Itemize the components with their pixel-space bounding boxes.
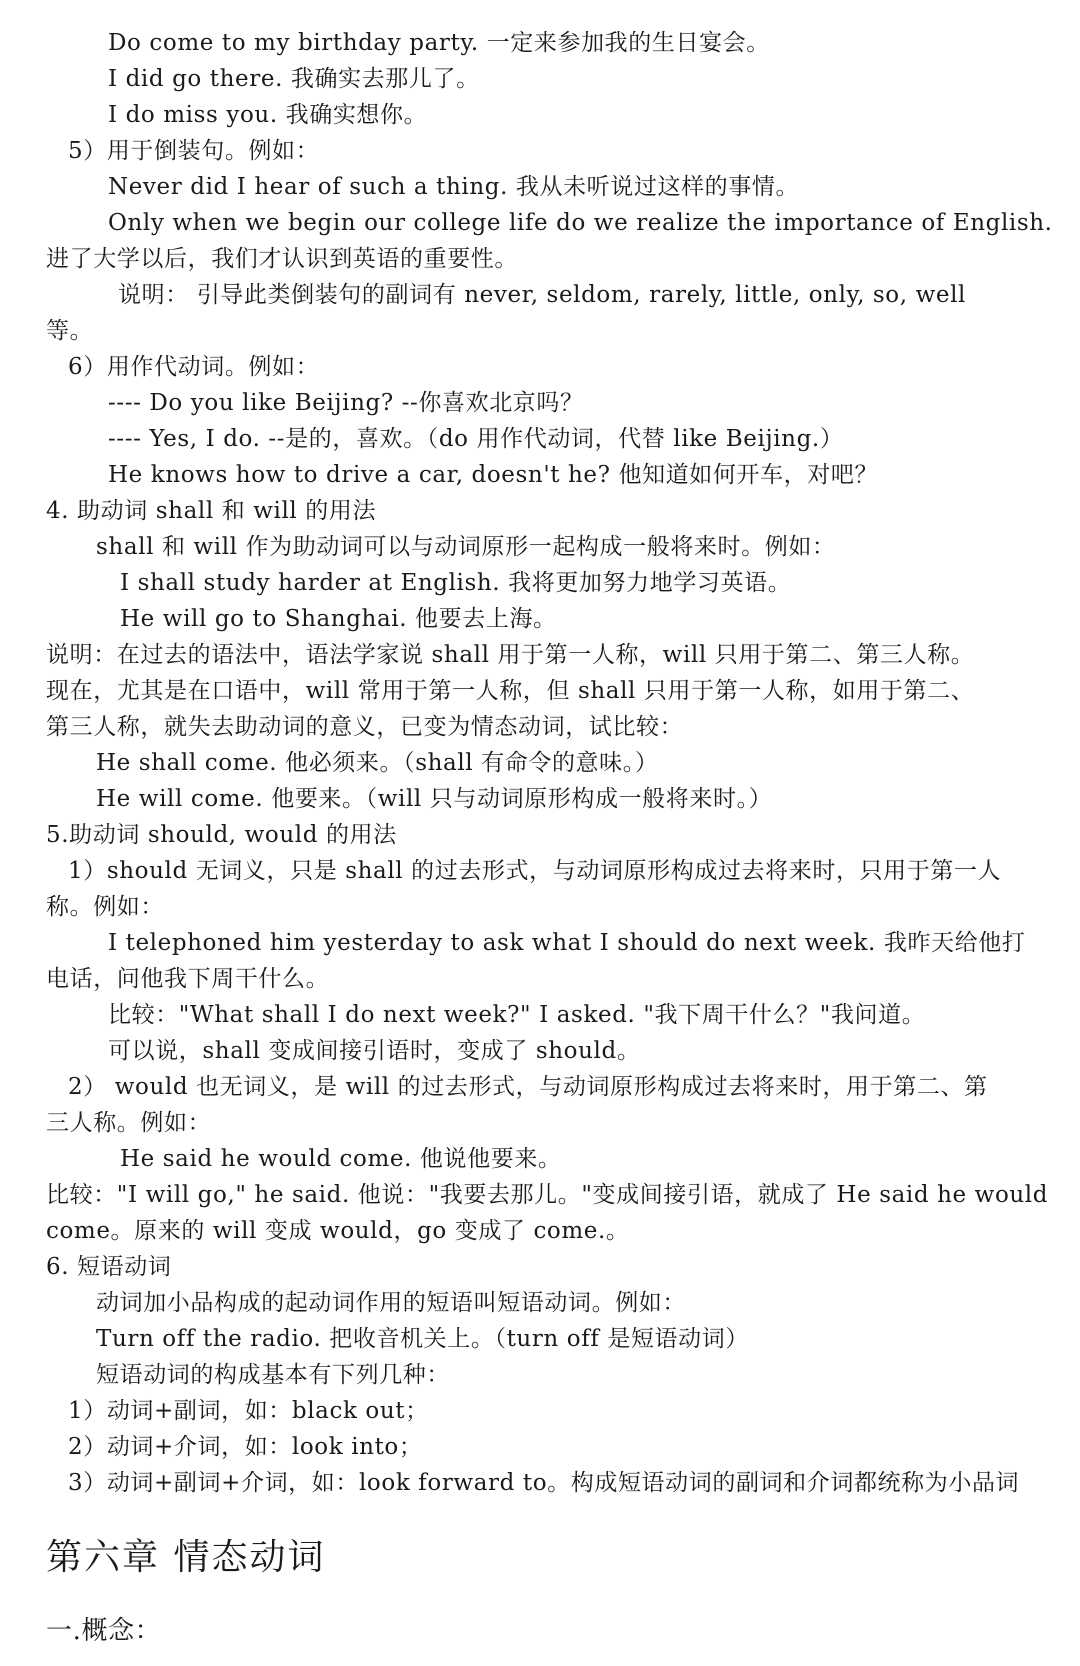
note-text: 说明：在过去的语法中，语法学家说 shall 用于第一人称，will 只用于第二、第三人称。	[46, 642, 975, 668]
list-item-heading: 5）用于倒装句。例如：	[68, 138, 320, 164]
paragraph-text: shall 和 will 作为助动词可以与动词原形一起构成一般将来时。例如：	[96, 534, 836, 560]
example-sentence: I shall study harder at English. 我将更加努力地学习英语。	[120, 570, 792, 596]
example-sentence: He will come. 他要来。（will 只与动词原形构成一般将来时。）	[96, 786, 773, 812]
note-text: 说明： 引导此类倒装句的副词有 never, seldom, rarely, little, only, so, well	[118, 282, 966, 308]
example-sentence: He said he would come. 他说他要来。	[120, 1146, 562, 1172]
paragraph-text: 电话，问他我下周干什么。	[46, 966, 330, 992]
paragraph-text: 三人称。例如：	[46, 1110, 212, 1136]
section-title: 一.概念：	[46, 1616, 162, 1646]
example-sentence: ---- Do you like Beijing? --你喜欢北京吗？	[108, 390, 584, 416]
example-sentence: I telephoned him yesterday to ask what I should do next week. 我昨天给他打	[108, 930, 1026, 956]
list-item-heading: 1）should 无词义，只是 shall 的过去形式，与动词原形构成过去将来时，只用于第一人	[68, 858, 1002, 884]
example-sentence: He knows how to drive a car, doesn't he? 他知道如何开车，对吧？	[108, 462, 879, 488]
example-sentence: ---- Yes, I do. --是的，喜欢。（do 用作代动词，代替 like Beijing.）	[108, 426, 844, 452]
list-item: 3）动词+副词+介词，如：look forward to。构成短语动词的副词和介词都统称为小品词	[68, 1470, 1020, 1496]
paragraph-text: 可以说，shall 变成间接引语时，变成了 should。	[108, 1038, 641, 1064]
list-item: 2）动词+介词，如：look into；	[68, 1434, 423, 1460]
section-heading: 6. 短语动词	[46, 1254, 172, 1280]
list-item-heading: 6）用作代动词。例如：	[68, 354, 320, 380]
example-sentence: Only when we begin our college life do we realize the importance of English.	[108, 210, 1053, 236]
example-sentence: Never did I hear of such a thing. 我从未听说过这样的事情。	[108, 174, 800, 200]
paragraph-text: 比较："I will go," he said. 他说："我要去那儿。"变成间接引语，就成了 He said he would	[46, 1182, 1049, 1208]
example-sentence: He shall come. 他必须来。（shall 有命令的意味。）	[96, 750, 659, 776]
example-sentence: I do miss you. 我确实想你。	[108, 102, 428, 128]
paragraph-text: 动词加小品构成的起动词作用的短语叫短语动词。例如：	[96, 1290, 686, 1316]
example-sentence: I did go there. 我确实去那儿了。	[108, 66, 480, 92]
paragraph-text: 称。例如：	[46, 894, 164, 920]
list-item: 1）动词+副词，如：black out；	[68, 1398, 429, 1424]
list-item-heading: 2） would 也无词义，是 will 的过去形式，与动词原形构成过去将来时，用于第二、第	[68, 1074, 988, 1100]
paragraph-text: come。原来的 will 变成 would，go 变成了 come.。	[46, 1218, 630, 1244]
paragraph-text: 第三人称，就失去助动词的意义，已变为情态动词，试比较：	[46, 714, 684, 740]
paragraph-text: 等。	[46, 318, 94, 344]
section-heading: 5.助动词 should, would 的用法	[46, 822, 397, 848]
section-heading: 4. 助动词 shall 和 will 的用法	[46, 498, 377, 524]
paragraph-text: 现在，尤其是在口语中，will 常用于第一人称，但 shall 只用于第一人称，如用于第二、	[46, 678, 975, 704]
chapter-title: 第六章 情态动词	[46, 1537, 326, 1578]
example-sentence: He will go to Shanghai. 他要去上海。	[120, 606, 557, 632]
paragraph-text: 短语动词的构成基本有下列几种：	[96, 1362, 450, 1388]
example-sentence: Turn off the radio. 把收音机关上。（turn off 是短语动词）	[96, 1326, 749, 1352]
example-sentence: Do come to my birthday party. 一定来参加我的生日宴会。	[108, 30, 770, 56]
example-sentence: 比较："What shall I do next week?" I asked. "我下周干什么？"我问道。	[108, 1002, 926, 1028]
paragraph-text: 进了大学以后，我们才认识到英语的重要性。	[46, 246, 518, 272]
